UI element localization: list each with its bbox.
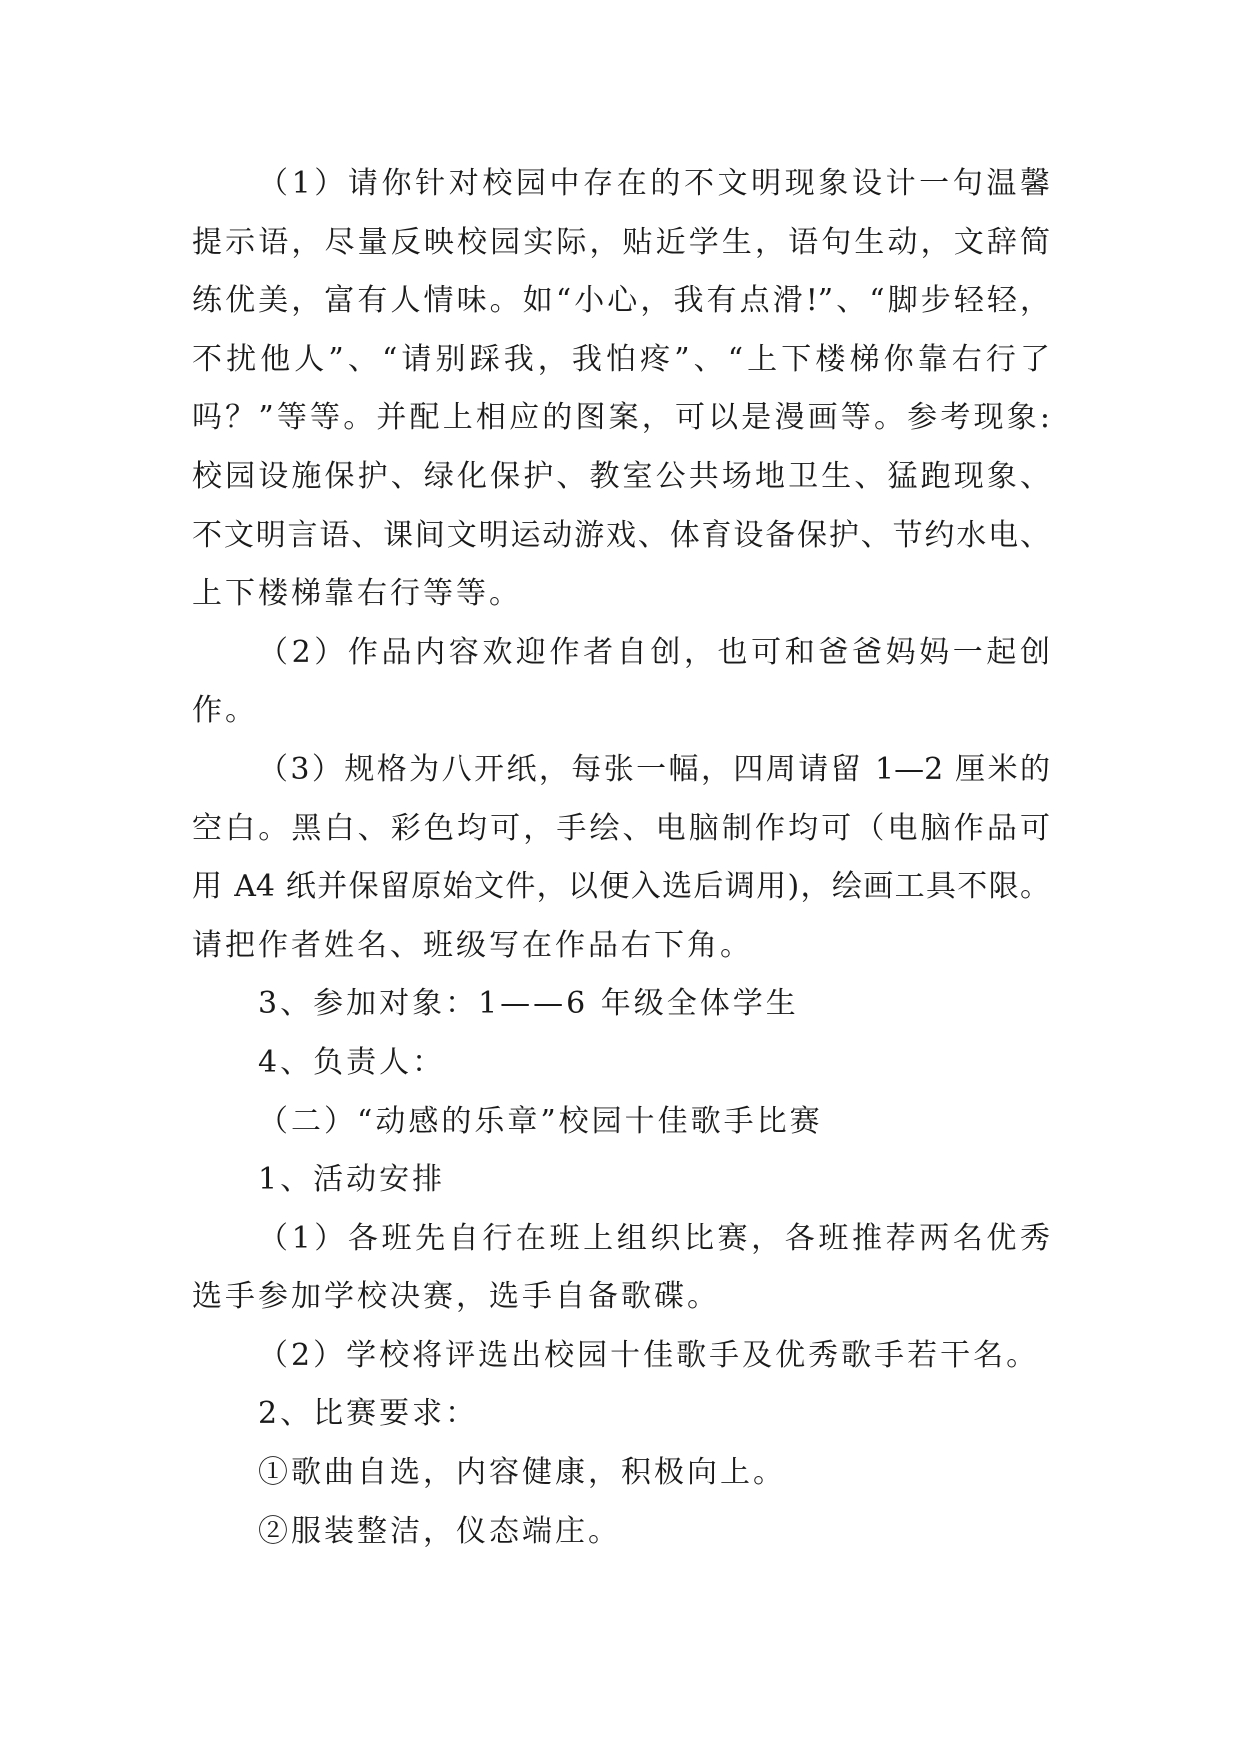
- list-item-requirement-dress: [192, 1503, 1050, 1562]
- section-heading-singer-contest: [192, 1093, 1050, 1152]
- list-item-requirement-song: [192, 1444, 1050, 1503]
- subheading-contest-requirements: [192, 1385, 1050, 1444]
- paragraph-line: 4、负责人：: [258, 1044, 446, 1080]
- list-item: ①歌曲自选，内容健康，积极向上。: [258, 1455, 786, 1491]
- paragraph-participants: [192, 975, 1050, 1034]
- paragraph-arrangement-1: [192, 1210, 1050, 1327]
- paragraph-line: 请把作者姓名、班级写在作品右下角。: [192, 927, 753, 963]
- paragraph-line: 上下楼梯靠右行等等。: [192, 576, 522, 612]
- paragraph-requirement-3: [192, 741, 1050, 975]
- paragraph-line: 不文明言语、课间文明运动游戏、体育设备保护、节约水电、: [192, 517, 1050, 553]
- paragraph-line: 用 A4 纸并保留原始文件，以便入选后调用)，绘画工具不限。: [192, 869, 1050, 905]
- subheading-activity-arrangement: [192, 1151, 1050, 1210]
- subheading: 2、比赛要求：: [258, 1396, 479, 1432]
- paragraph-line: （3）规格为八开纸，每张一幅，四周请留 1—2 厘米的: [258, 751, 1050, 787]
- paragraph-line: 不扰他人”、“请别踩我，我怕疼”、“上下楼梯你靠右行了: [192, 341, 1050, 377]
- paragraph-line: 练优美，富有人情味。如“小心，我有点滑!”、“脚步轻轻，: [192, 283, 1050, 319]
- paragraph-line: 3、参加对象：1——6 年级全体学生: [258, 986, 799, 1022]
- paragraph-line: 作。: [192, 693, 258, 729]
- paragraph-line: 吗？”等等。并配上相应的图案，可以是漫画等。参考现象:: [192, 400, 1050, 436]
- list-item: ②服装整洁，仪态端庄。: [258, 1513, 621, 1549]
- paragraph-line: 校园设施保护、绿化保护、教室公共场地卫生、猛跑现象、: [192, 458, 1050, 494]
- section-heading: （二）“动感的乐章”校园十佳歌手比赛: [258, 1103, 823, 1139]
- paragraph-line: （1）请你针对校园中存在的不文明现象设计一句温馨: [258, 166, 1050, 201]
- paragraph-line: （2）作品内容欢迎作者自创，也可和爸爸妈妈一起创: [258, 634, 1050, 670]
- paragraph-person-in-charge: [192, 1034, 1050, 1093]
- document-body: [192, 155, 1050, 1561]
- paragraph-line: 提示语，尽量反映校园实际，贴近学生，语句生动，文辞简: [192, 224, 1050, 260]
- paragraph-requirement-1: [192, 155, 1050, 624]
- paragraph-arrangement-2: [192, 1327, 1050, 1386]
- paragraph-line: 空白。黑白、彩色均可，手绘、电脑制作均可（电脑作品可: [192, 810, 1050, 846]
- paragraph-line: （2）学校将评选出校园十佳歌手及优秀歌手若干名。: [258, 1337, 1040, 1373]
- paragraph-line: （1）各班先自行在班上组织比赛，各班推荐两名优秀: [258, 1220, 1050, 1256]
- subheading: 1、活动安排: [258, 1162, 446, 1198]
- paragraph-line: 选手参加学校决赛，选手自备歌碟。: [192, 1279, 720, 1315]
- paragraph-requirement-2: [192, 624, 1050, 741]
